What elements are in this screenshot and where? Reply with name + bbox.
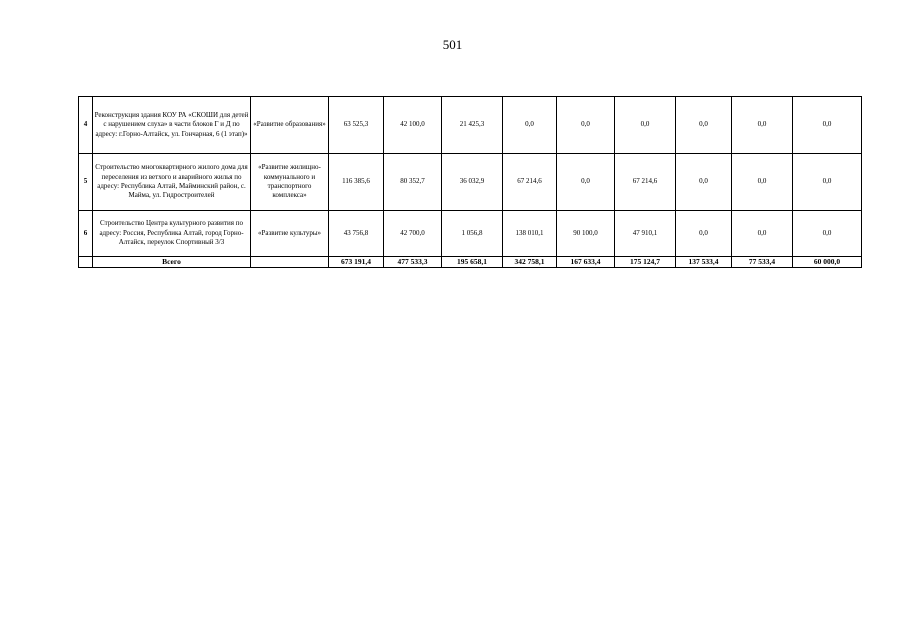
value-cell: 0,0 — [732, 211, 793, 257]
value-cell: 0,0 — [732, 97, 793, 154]
total-value: 477 533,3 — [384, 257, 442, 268]
project-name: Строительство Центра культурного развития по адресу: Россия, Республика Алтай, город Горно-Алтайск, переулок Спортивный 3/3 — [93, 211, 251, 257]
value-cell: 63 525,3 — [329, 97, 384, 154]
budget-table — [78, 96, 862, 268]
value-cell: 0,0 — [503, 97, 557, 154]
value-cell: 116 385,6 — [329, 154, 384, 211]
total-index-empty — [79, 257, 93, 268]
value-cell: 0,0 — [557, 97, 615, 154]
value-cell: 0,0 — [676, 97, 732, 154]
total-value: 60 000,0 — [793, 257, 862, 268]
total-value: 175 124,7 — [615, 257, 676, 268]
program-name: «Развитие образования» — [251, 97, 329, 154]
row-index: 6 — [79, 211, 93, 257]
value-cell: 21 425,3 — [442, 97, 503, 154]
table-row — [79, 154, 862, 211]
value-cell: 0,0 — [676, 154, 732, 211]
total-label: Всего — [93, 257, 251, 268]
value-cell: 42 700,0 — [384, 211, 442, 257]
total-value: 77 533,4 — [732, 257, 793, 268]
value-cell: 0,0 — [615, 97, 676, 154]
total-value: 342 758,1 — [503, 257, 557, 268]
program-name: «Развитие культуры» — [251, 211, 329, 257]
program-name: «Развитие жилищно-коммунального и транспортного комплекса» — [251, 154, 329, 211]
page-number: 501 — [442, 37, 463, 52]
value-cell: 0,0 — [793, 211, 862, 257]
table-row — [79, 97, 862, 154]
value-cell: 0,0 — [557, 154, 615, 211]
value-cell: 0,0 — [732, 154, 793, 211]
project-name: Строительство многоквартирного жилого дома для переселения из ветхого и аварийного жилья по адресу: Республика Алтай, Майминский район, с. Майма, ул. Гидростроителей — [93, 154, 251, 211]
total-value: 137 533,4 — [676, 257, 732, 268]
value-cell: 42 100,0 — [384, 97, 442, 154]
total-program-empty — [251, 257, 329, 268]
value-cell: 0,0 — [676, 211, 732, 257]
value-cell: 138 010,1 — [503, 211, 557, 257]
value-cell: 36 032,9 — [442, 154, 503, 211]
total-value: 195 658,1 — [442, 257, 503, 268]
value-cell: 47 910,1 — [615, 211, 676, 257]
value-cell: 0,0 — [793, 97, 862, 154]
value-cell: 43 756,8 — [329, 211, 384, 257]
total-value: 673 191,4 — [329, 257, 384, 268]
table-row — [79, 211, 862, 257]
value-cell: 1 056,8 — [442, 211, 503, 257]
total-value: 167 633,4 — [557, 257, 615, 268]
value-cell: 67 214,6 — [615, 154, 676, 211]
value-cell: 80 352,7 — [384, 154, 442, 211]
row-index: 5 — [79, 154, 93, 211]
value-cell: 90 100,0 — [557, 211, 615, 257]
total-row — [79, 257, 862, 268]
project-name: Реконструкция здания КОУ РА «СКОШИ для детей с нарушением слуха» в части блоков Г и Д по адресу: г.Горно-Алтайск, ул. Гончарная, 6 (1 этап)» — [93, 97, 251, 154]
value-cell: 67 214,6 — [503, 154, 557, 211]
value-cell: 0,0 — [793, 154, 862, 211]
row-index: 4 — [79, 97, 93, 154]
